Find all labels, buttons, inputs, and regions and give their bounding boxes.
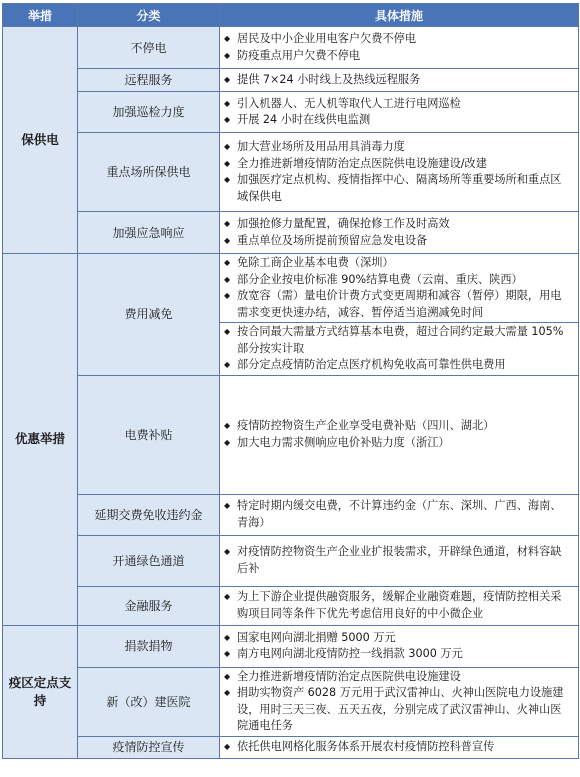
measure-item <box>224 233 572 250</box>
measures-cell <box>220 586 579 625</box>
category-cell: 加强巡检力度 <box>78 92 220 133</box>
category-cell: 疫情防控宣传 <box>78 736 220 758</box>
diamond-bullet-icon: ◆ <box>224 235 231 245</box>
measure-item <box>224 435 572 452</box>
category-cell: 电费补贴 <box>78 375 220 494</box>
diamond-bullet-icon: ◆ <box>224 175 231 184</box>
diamond-bullet-icon: ◆ <box>224 632 231 642</box>
measure-text: 加大营业场所及用品用具消毒力度 <box>237 140 405 153</box>
measure-item <box>224 112 572 129</box>
measure-item <box>224 589 572 622</box>
diamond-bullet-icon: ◆ <box>224 115 231 124</box>
measure-text: 加强抢修力量配置，确保抢修工作及时高效 <box>237 217 450 230</box>
measure-item <box>224 288 572 321</box>
diamond-bullet-icon: ◆ <box>224 547 231 556</box>
diamond-bullet-icon: ◆ <box>224 360 231 369</box>
measure-text: 免除工商企业基本电费（深圳） <box>237 256 394 269</box>
measure-text: 引入机器人、无人机等取代人工进行电网巡检 <box>237 96 461 110</box>
measure-text: 开展 24 小时在线供电监测 <box>237 113 371 126</box>
measure-text: 疫情防控物资生产企业享受电费补贴（四川、湖北） <box>237 419 495 432</box>
table-row <box>3 535 579 586</box>
measure-text: 对疫情防控物资生产企业业扩报装需求，开辟绿色通道，材料容缺后补 <box>237 545 562 575</box>
diamond-bullet-icon: ◆ <box>224 592 231 601</box>
header-measure: 举措 <box>3 4 78 27</box>
group-label: 保供电 <box>3 27 78 254</box>
measure-item <box>224 96 572 113</box>
diamond-bullet-icon: ◆ <box>224 98 231 108</box>
measures-cell <box>220 375 579 494</box>
measure-item <box>224 272 572 289</box>
measure-text: 加强医疗定点机构、疫情指挥中心、隔离场所等重要场所和重点区域保供电 <box>237 173 562 203</box>
measure-item <box>224 357 572 374</box>
diamond-bullet-icon: ◆ <box>224 74 231 84</box>
table-row <box>3 212 579 254</box>
category-cell: 加强应急响应 <box>78 212 220 254</box>
table-row <box>3 69 579 92</box>
diamond-bullet-icon: ◆ <box>224 501 231 510</box>
diamond-bullet-icon: ◆ <box>224 741 231 751</box>
category-cell: 费用减免 <box>78 254 220 376</box>
group-label: 疫区定点支持 <box>3 625 78 758</box>
measures-table <box>2 3 579 759</box>
table-row <box>3 494 579 535</box>
diamond-bullet-icon: ◆ <box>224 158 231 168</box>
measures-cell <box>220 625 579 667</box>
measure-text: 为上下游企业提供融资服务，缓解企业融资难题，疫情防控相关采购项目同等条件下优先考虑信用良好的中小微企业 <box>237 590 562 620</box>
measure-item <box>224 156 572 173</box>
measure-item <box>224 498 572 531</box>
diamond-bullet-icon: ◆ <box>224 258 231 267</box>
measures-cell <box>220 69 579 92</box>
measure-text: 南方电网向湖北疫情防控一线捐款 3000 万元 <box>237 647 463 660</box>
measure-text: 防疫重点用户欠费不停电 <box>237 48 361 62</box>
measure-item <box>224 324 572 357</box>
category-cell: 远程服务 <box>78 69 220 92</box>
category-cell: 捐款捐物 <box>78 625 220 667</box>
measure-item <box>224 669 572 686</box>
measure-item <box>224 630 572 647</box>
measure-text: 依托供电网格化服务体系开展农村疫情防控科普宣传 <box>237 739 495 753</box>
category-cell: 延期交费免收违约金 <box>78 494 220 535</box>
diamond-bullet-icon: ◆ <box>224 688 231 697</box>
measure-text: 按合同最大需量方式结算基本电费，超过合同约定最大需量 105%部分按实计取 <box>237 325 564 355</box>
table-row <box>3 736 579 758</box>
measure-item <box>224 646 572 663</box>
measure-item <box>224 739 572 756</box>
diamond-bullet-icon: ◆ <box>224 649 231 658</box>
measure-text: 特定时期内缓交电费，不计算违约金（广东、深圳、广西、海南、青海） <box>237 499 562 529</box>
measure-text: 全力推进新增疫情防治定点医院供电设施建设/改建 <box>237 156 487 170</box>
table-row <box>3 133 579 212</box>
diamond-bullet-icon: ◆ <box>224 274 231 284</box>
measure-text: 居民及中小企业用电客户欠费不停电 <box>237 32 417 45</box>
table-header-row <box>3 4 579 27</box>
measures-cell <box>220 494 579 535</box>
measure-item <box>224 544 572 577</box>
measure-item <box>224 172 572 205</box>
measure-item <box>224 72 572 89</box>
table-row <box>3 254 579 323</box>
diamond-bullet-icon: ◆ <box>224 219 231 228</box>
measures-cell <box>220 323 579 376</box>
measures-cell <box>220 133 579 212</box>
diamond-bullet-icon: ◆ <box>224 671 231 681</box>
diamond-bullet-icon: ◆ <box>224 327 231 336</box>
measure-item <box>224 216 572 233</box>
category-cell: 重点场所保供电 <box>78 133 220 212</box>
group-label: 优惠举措 <box>3 254 78 626</box>
measure-text: 全力推进新增疫情防治定点医院供电设施建设 <box>237 669 461 683</box>
table-body <box>3 27 579 759</box>
measures-cell <box>220 92 579 133</box>
category-cell: 金融服务 <box>78 586 220 625</box>
diamond-bullet-icon: ◆ <box>224 421 231 430</box>
measure-text: 捐助实物资产 6028 万元用于武汉雷神山、火神山医院电力设施建设，用时三天三夜、五天五夜，分别完成了武汉雷神山、火神山医院通电任务 <box>237 686 564 732</box>
table-row <box>3 586 579 625</box>
measure-text: 提供 7×24 小时线上及热线远程服务 <box>237 72 421 86</box>
measure-item <box>224 48 572 65</box>
measure-text: 加大电力需求侧响应电价补贴力度（浙江） <box>237 435 450 449</box>
diamond-bullet-icon: ◆ <box>224 437 231 447</box>
measure-text: 部分企业按电价标准 90%结算电费（云南、重庆、陕西） <box>237 272 523 286</box>
measure-item <box>224 31 572 48</box>
diamond-bullet-icon: ◆ <box>224 34 231 43</box>
diamond-bullet-icon: ◆ <box>224 291 231 300</box>
measures-cell <box>220 667 579 736</box>
measure-item <box>224 255 572 272</box>
table-row <box>3 625 579 667</box>
diamond-bullet-icon: ◆ <box>224 142 231 151</box>
header-specific-measures: 具体措施 <box>220 4 579 27</box>
measures-cell <box>220 27 579 69</box>
diamond-bullet-icon: ◆ <box>224 50 231 60</box>
measures-cell <box>220 535 579 586</box>
measures-cell <box>220 736 579 758</box>
category-cell: 不停电 <box>78 27 220 69</box>
header-category: 分类 <box>78 4 220 27</box>
measure-text: 重点单位及场所提前预留应急发电设备 <box>237 233 428 247</box>
measures-cell <box>220 212 579 254</box>
category-cell: 开通绿色通道 <box>78 535 220 586</box>
category-cell: 新（改）建医院 <box>78 667 220 736</box>
table-row <box>3 375 579 494</box>
measures-cell <box>220 254 579 323</box>
table-row <box>3 27 579 69</box>
measure-item <box>224 418 572 435</box>
table-row <box>3 92 579 133</box>
measure-text: 部分定点疫情防治定点医疗机构免收高可靠性供电费用 <box>237 358 506 371</box>
measure-text: 国家电网向湖北捐赠 5000 万元 <box>237 630 396 644</box>
table-row <box>3 667 579 736</box>
measure-item <box>224 139 572 156</box>
measure-text: 放宽容（需）量电价计费方式变更周期和减容（暂停）期限，用电需求变更快速办结，减容、暂停适当追溯减免时间 <box>237 289 562 319</box>
measure-item <box>224 685 572 735</box>
